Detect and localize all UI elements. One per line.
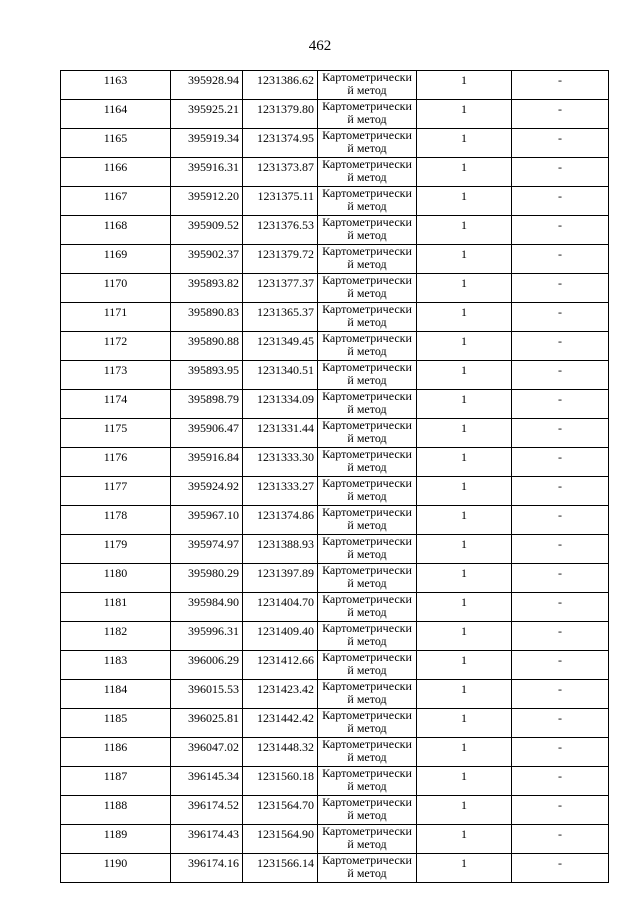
precision-cell: 1 — [417, 216, 512, 245]
y-coordinate-cell: 1231442.42 — [243, 709, 318, 738]
description-cell: - — [512, 477, 609, 506]
y-coordinate-cell: 1231374.95 — [243, 129, 318, 158]
table-row — [61, 680, 609, 709]
x-coordinate-cell: 395919.34 — [171, 129, 243, 158]
description-cell: - — [512, 158, 609, 187]
precision-cell: 1 — [417, 303, 512, 332]
precision-cell: 1 — [417, 564, 512, 593]
description-cell: - — [512, 796, 609, 825]
y-coordinate-cell: 1231365.37 — [243, 303, 318, 332]
point-number-cell: 1170 — [61, 274, 171, 303]
method-cell — [318, 100, 417, 129]
x-coordinate-cell: 396025.81 — [171, 709, 243, 738]
point-number-cell: 1167 — [61, 187, 171, 216]
x-coordinate-cell: 395925.21 — [171, 100, 243, 129]
method-text-line1: Картометрически — [322, 795, 412, 809]
method-cell — [318, 477, 417, 506]
point-number-cell: 1175 — [61, 419, 171, 448]
point-number-cell: 1165 — [61, 129, 171, 158]
method-text-line2: й метод — [347, 372, 387, 387]
description-cell: - — [512, 390, 609, 419]
table-row — [61, 303, 609, 332]
x-coordinate-cell: 395974.97 — [171, 535, 243, 564]
method-text-line1: Картометрически — [322, 621, 412, 635]
method-text-line1: Картометрически — [322, 273, 412, 287]
method-text-line1: Картометрически — [322, 389, 412, 403]
table-row — [61, 245, 609, 274]
method-text-line1: Картометрически — [322, 331, 412, 345]
method-text-line1: Картометрически — [322, 244, 412, 258]
point-number-cell: 1168 — [61, 216, 171, 245]
description-cell: - — [512, 738, 609, 767]
x-coordinate-cell: 395893.95 — [171, 361, 243, 390]
method-cell — [318, 361, 417, 390]
precision-cell: 1 — [417, 767, 512, 796]
method-text-line1: Картометрически — [322, 563, 412, 577]
method-text-line1: Картометрически — [322, 418, 412, 432]
method-text-line2: й метод — [347, 720, 387, 735]
method-text-line1: Картометрически — [322, 360, 412, 374]
method-text-line1: Картометрически — [322, 708, 412, 722]
x-coordinate-cell: 396015.53 — [171, 680, 243, 709]
method-text-line1: Картометрически — [322, 99, 412, 113]
description-cell: - — [512, 506, 609, 535]
point-number-cell: 1184 — [61, 680, 171, 709]
description-cell: - — [512, 361, 609, 390]
precision-cell: 1 — [417, 825, 512, 854]
method-text-line1: Картометрически — [322, 476, 412, 490]
method-text-line2: й метод — [347, 778, 387, 793]
x-coordinate-cell: 395898.79 — [171, 390, 243, 419]
point-number-cell: 1188 — [61, 796, 171, 825]
y-coordinate-cell: 1231397.89 — [243, 564, 318, 593]
table-row — [61, 187, 609, 216]
method-text-line1: Картометрически — [322, 679, 412, 693]
y-coordinate-cell: 1231409.40 — [243, 622, 318, 651]
table-row — [61, 709, 609, 738]
description-cell: - — [512, 709, 609, 738]
y-coordinate-cell: 1231404.70 — [243, 593, 318, 622]
method-text-line1: Картометрически — [322, 215, 412, 229]
description-cell: - — [512, 680, 609, 709]
method-cell — [318, 216, 417, 245]
point-number-cell: 1187 — [61, 767, 171, 796]
y-coordinate-cell: 1231331.44 — [243, 419, 318, 448]
x-coordinate-cell: 395890.88 — [171, 332, 243, 361]
precision-cell: 1 — [417, 129, 512, 158]
description-cell: - — [512, 593, 609, 622]
y-coordinate-cell: 1231564.90 — [243, 825, 318, 854]
point-number-cell: 1183 — [61, 651, 171, 680]
table-row — [61, 390, 609, 419]
table-row — [61, 622, 609, 651]
x-coordinate-cell: 395924.92 — [171, 477, 243, 506]
x-coordinate-cell: 395916.84 — [171, 448, 243, 477]
point-number-cell: 1171 — [61, 303, 171, 332]
method-text-line1: Картометрически — [322, 157, 412, 171]
method-cell — [318, 796, 417, 825]
y-coordinate-cell: 1231564.70 — [243, 796, 318, 825]
method-cell — [318, 767, 417, 796]
point-number-cell: 1190 — [61, 854, 171, 883]
x-coordinate-cell: 395902.37 — [171, 245, 243, 274]
precision-cell: 1 — [417, 593, 512, 622]
description-cell: - — [512, 448, 609, 477]
y-coordinate-cell: 1231333.27 — [243, 477, 318, 506]
table-row — [61, 854, 609, 883]
method-cell — [318, 825, 417, 854]
table-row — [61, 361, 609, 390]
y-coordinate-cell: 1231373.87 — [243, 158, 318, 187]
method-cell — [318, 303, 417, 332]
point-number-cell: 1189 — [61, 825, 171, 854]
table-row — [61, 564, 609, 593]
description-cell: - — [512, 187, 609, 216]
precision-cell: 1 — [417, 419, 512, 448]
x-coordinate-cell: 396145.34 — [171, 767, 243, 796]
method-text-line2: й метод — [347, 140, 387, 155]
point-number-cell: 1178 — [61, 506, 171, 535]
table-row — [61, 129, 609, 158]
method-text-line2: й метод — [347, 169, 387, 184]
method-cell — [318, 390, 417, 419]
table-row — [61, 419, 609, 448]
method-text-line2: й метод — [347, 430, 387, 445]
description-cell: - — [512, 129, 609, 158]
point-number-cell: 1172 — [61, 332, 171, 361]
method-text-line2: й метод — [347, 836, 387, 851]
method-text-line1: Картометрически — [322, 853, 412, 867]
precision-cell: 1 — [417, 361, 512, 390]
method-text-line1: Картометрически — [322, 302, 412, 316]
precision-cell: 1 — [417, 738, 512, 767]
precision-cell: 1 — [417, 158, 512, 187]
method-cell — [318, 622, 417, 651]
precision-cell: 1 — [417, 332, 512, 361]
x-coordinate-cell: 395984.90 — [171, 593, 243, 622]
precision-cell: 1 — [417, 854, 512, 883]
description-cell: - — [512, 332, 609, 361]
table-row — [61, 825, 609, 854]
x-coordinate-cell: 395967.10 — [171, 506, 243, 535]
table-row — [61, 448, 609, 477]
method-text-line1: Картометрически — [322, 70, 412, 84]
method-cell — [318, 680, 417, 709]
x-coordinate-cell: 396006.29 — [171, 651, 243, 680]
y-coordinate-cell: 1231375.11 — [243, 187, 318, 216]
method-text-line1: Картометрически — [322, 592, 412, 606]
description-cell: - — [512, 651, 609, 680]
x-coordinate-cell: 396047.02 — [171, 738, 243, 767]
y-coordinate-cell: 1231333.30 — [243, 448, 318, 477]
y-coordinate-cell: 1231448.32 — [243, 738, 318, 767]
table-row — [61, 100, 609, 129]
method-text-line2: й метод — [347, 82, 387, 97]
method-text-line2: й метод — [347, 662, 387, 677]
point-number-cell: 1163 — [61, 71, 171, 100]
page-number: 462 — [308, 38, 332, 54]
precision-cell: 1 — [417, 477, 512, 506]
method-text-line1: Картометрически — [322, 650, 412, 664]
method-cell — [318, 564, 417, 593]
x-coordinate-cell: 395928.94 — [171, 71, 243, 100]
x-coordinate-cell: 395912.20 — [171, 187, 243, 216]
method-text-line1: Картометрически — [322, 505, 412, 519]
table-row — [61, 593, 609, 622]
method-text-line2: й метод — [347, 575, 387, 590]
table-row — [61, 506, 609, 535]
x-coordinate-cell: 396174.16 — [171, 854, 243, 883]
method-cell — [318, 129, 417, 158]
method-text-line2: й метод — [347, 198, 387, 213]
y-coordinate-cell: 1231340.51 — [243, 361, 318, 390]
method-text-line2: й метод — [347, 401, 387, 416]
description-cell: - — [512, 100, 609, 129]
x-coordinate-cell: 396174.43 — [171, 825, 243, 854]
y-coordinate-cell: 1231379.80 — [243, 100, 318, 129]
method-cell — [318, 854, 417, 883]
point-number-cell: 1176 — [61, 448, 171, 477]
method-text-line2: й метод — [347, 691, 387, 706]
precision-cell: 1 — [417, 448, 512, 477]
method-text-line1: Картометрически — [322, 447, 412, 461]
precision-cell: 1 — [417, 535, 512, 564]
x-coordinate-cell: 395996.31 — [171, 622, 243, 651]
method-text-line1: Картометрически — [322, 766, 412, 780]
method-cell — [318, 651, 417, 680]
precision-cell: 1 — [417, 796, 512, 825]
description-cell: - — [512, 535, 609, 564]
method-cell — [318, 245, 417, 274]
method-text-line2: й метод — [347, 633, 387, 648]
method-text-line2: й метод — [347, 459, 387, 474]
precision-cell: 1 — [417, 71, 512, 100]
point-number-cell: 1174 — [61, 390, 171, 419]
method-cell — [318, 593, 417, 622]
method-cell — [318, 71, 417, 100]
table-row — [61, 477, 609, 506]
table-row — [61, 767, 609, 796]
description-cell: - — [512, 622, 609, 651]
point-number-cell: 1173 — [61, 361, 171, 390]
description-cell: - — [512, 303, 609, 332]
y-coordinate-cell: 1231566.14 — [243, 854, 318, 883]
x-coordinate-cell: 395916.31 — [171, 158, 243, 187]
method-text-line2: й метод — [347, 546, 387, 561]
description-cell: - — [512, 274, 609, 303]
method-cell — [318, 419, 417, 448]
method-text-line1: Картометрически — [322, 128, 412, 142]
x-coordinate-cell: 395906.47 — [171, 419, 243, 448]
precision-cell: 1 — [417, 680, 512, 709]
table-row — [61, 796, 609, 825]
y-coordinate-cell: 1231386.62 — [243, 71, 318, 100]
precision-cell: 1 — [417, 622, 512, 651]
y-coordinate-cell: 1231388.93 — [243, 535, 318, 564]
precision-cell: 1 — [417, 187, 512, 216]
point-number-cell: 1177 — [61, 477, 171, 506]
method-text-line2: й метод — [347, 285, 387, 300]
precision-cell: 1 — [417, 651, 512, 680]
x-coordinate-cell: 395909.52 — [171, 216, 243, 245]
method-text-line1: Картометрически — [322, 737, 412, 751]
point-number-cell: 1186 — [61, 738, 171, 767]
table-row — [61, 332, 609, 361]
table-row — [61, 158, 609, 187]
precision-cell: 1 — [417, 274, 512, 303]
method-text-line2: й метод — [347, 749, 387, 764]
method-text-line2: й метод — [347, 517, 387, 532]
description-cell: - — [512, 71, 609, 100]
point-number-cell: 1169 — [61, 245, 171, 274]
description-cell: - — [512, 854, 609, 883]
method-cell — [318, 448, 417, 477]
point-number-cell: 1166 — [61, 158, 171, 187]
y-coordinate-cell: 1231560.18 — [243, 767, 318, 796]
method-cell — [318, 709, 417, 738]
x-coordinate-cell: 396174.52 — [171, 796, 243, 825]
precision-cell: 1 — [417, 245, 512, 274]
point-number-cell: 1179 — [61, 535, 171, 564]
y-coordinate-cell: 1231423.42 — [243, 680, 318, 709]
method-text-line2: й метод — [347, 343, 387, 358]
x-coordinate-cell: 395980.29 — [171, 564, 243, 593]
method-text-line1: Картометрически — [322, 824, 412, 838]
x-coordinate-cell: 395893.82 — [171, 274, 243, 303]
point-number-cell: 1182 — [61, 622, 171, 651]
point-number-cell: 1180 — [61, 564, 171, 593]
table-row — [61, 738, 609, 767]
method-cell — [318, 738, 417, 767]
precision-cell: 1 — [417, 506, 512, 535]
method-cell — [318, 506, 417, 535]
method-text-line2: й метод — [347, 604, 387, 619]
method-cell — [318, 535, 417, 564]
point-number-cell: 1185 — [61, 709, 171, 738]
y-coordinate-cell: 1231377.37 — [243, 274, 318, 303]
method-cell — [318, 274, 417, 303]
y-coordinate-cell: 1231376.53 — [243, 216, 318, 245]
coordinates-table — [60, 70, 609, 883]
y-coordinate-cell: 1231412.66 — [243, 651, 318, 680]
description-cell: - — [512, 564, 609, 593]
point-number-cell: 1181 — [61, 593, 171, 622]
y-coordinate-cell: 1231374.86 — [243, 506, 318, 535]
method-text-line2: й метод — [347, 488, 387, 503]
precision-cell: 1 — [417, 390, 512, 419]
description-cell: - — [512, 767, 609, 796]
precision-cell: 1 — [417, 709, 512, 738]
method-text-line2: й метод — [347, 807, 387, 822]
table-row — [61, 216, 609, 245]
method-cell — [318, 332, 417, 361]
description-cell: - — [512, 419, 609, 448]
precision-cell: 1 — [417, 100, 512, 129]
point-number-cell: 1164 — [61, 100, 171, 129]
method-text-line2: й метод — [347, 111, 387, 126]
table-body — [61, 71, 609, 883]
table-row — [61, 651, 609, 680]
method-text-line2: й метод — [347, 865, 387, 880]
y-coordinate-cell: 1231349.45 — [243, 332, 318, 361]
y-coordinate-cell: 1231334.09 — [243, 390, 318, 419]
description-cell: - — [512, 825, 609, 854]
x-coordinate-cell: 395890.83 — [171, 303, 243, 332]
method-cell — [318, 158, 417, 187]
table-row — [61, 535, 609, 564]
method-cell — [318, 187, 417, 216]
y-coordinate-cell: 1231379.72 — [243, 245, 318, 274]
method-text-line1: Картометрически — [322, 534, 412, 548]
description-cell: - — [512, 245, 609, 274]
method-text-line2: й метод — [347, 227, 387, 242]
method-text-line2: й метод — [347, 314, 387, 329]
method-text-line2: й метод — [347, 256, 387, 271]
table-row — [61, 71, 609, 100]
description-cell: - — [512, 216, 609, 245]
table-row — [61, 274, 609, 303]
method-text-line1: Картометрически — [322, 186, 412, 200]
